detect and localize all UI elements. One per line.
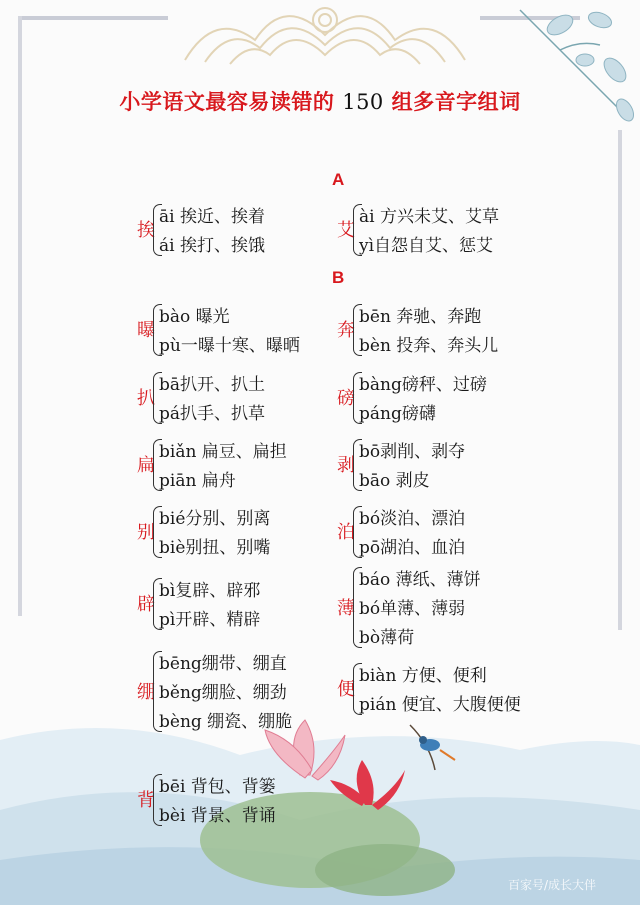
entry-char: 泊 bbox=[337, 522, 355, 543]
entry-char: 剥 bbox=[337, 455, 355, 476]
entry-char: 挨 bbox=[137, 220, 155, 241]
entry-char: 曝 bbox=[137, 320, 155, 341]
pronunciation-line: bèn 投奔、奔头儿 bbox=[359, 336, 499, 356]
pronunciation-line: biàn 方便、便利 bbox=[359, 666, 487, 686]
pronunciation-line: bēi 背包、背篓 bbox=[159, 777, 276, 797]
entry-char: 别 bbox=[137, 522, 155, 543]
pronunciation-line: pō湖泊、血泊 bbox=[359, 538, 466, 558]
pronunciation-line: piān 扁舟 bbox=[159, 471, 236, 491]
entry-char: 背 bbox=[137, 790, 155, 811]
pronunciation-line: bó淡泊、漂泊 bbox=[359, 509, 466, 529]
entry-char: 绷 bbox=[137, 681, 155, 703]
pronunciation-line: bò薄荷 bbox=[359, 628, 415, 648]
pronunciation-line: bèng 绷瓷、绷脆 bbox=[159, 712, 293, 732]
cloud-pattern-decoration bbox=[175, 0, 475, 70]
entry-char: 奔 bbox=[337, 320, 355, 341]
pronunciation-line: bié分别、别离 bbox=[159, 509, 271, 529]
pronunciation-line: bēn 奔驰、奔跑 bbox=[359, 307, 482, 327]
flower-decoration bbox=[500, 0, 640, 140]
entry-char: 辟 bbox=[137, 594, 155, 615]
entry-char: 扒 bbox=[137, 388, 155, 409]
title-number: 150 bbox=[342, 90, 384, 114]
landscape-lotus-decoration bbox=[0, 700, 640, 905]
page-title bbox=[0, 86, 640, 116]
pronunciation-line: pù一曝十寒、曝晒 bbox=[159, 336, 300, 356]
pronunciation-line: bā扒开、扒土 bbox=[159, 375, 266, 395]
title-text: 小学语文最容易读错的 bbox=[119, 90, 335, 114]
pronunciation-line: bèi 背景、背诵 bbox=[159, 806, 276, 826]
entry-char: 磅 bbox=[337, 388, 355, 409]
pronunciation-line: bāo 剥皮 bbox=[359, 471, 430, 491]
pronunciation-line: páng磅礴 bbox=[359, 404, 436, 424]
pronunciation-line: pián 便宜、大腹便便 bbox=[359, 695, 521, 715]
watermark: 百家号/成长大伴 bbox=[508, 878, 597, 892]
title-suffix: 组多音字组词 bbox=[391, 90, 521, 114]
pronunciation-line: ái 挨打、挨饿 bbox=[159, 236, 265, 256]
entry-char: 艾 bbox=[337, 220, 355, 241]
pronunciation-line: běng绷脸、绷劲 bbox=[159, 683, 287, 703]
pronunciation-line: yì自怨自艾、惩艾 bbox=[359, 236, 494, 256]
pronunciation-line: bó单薄、薄弱 bbox=[359, 599, 466, 619]
pronunciation-line: bào 曝光 bbox=[159, 307, 230, 327]
pronunciation-line: bēng绷带、绷直 bbox=[159, 654, 287, 674]
entry-char: 便 bbox=[337, 679, 355, 700]
pronunciation-line: pá扒手、扒草 bbox=[159, 404, 266, 424]
pronunciation-line: báo 薄纸、薄饼 bbox=[359, 570, 481, 590]
pronunciation-line: bō剥削、剥夺 bbox=[359, 442, 466, 462]
entry-char: 薄 bbox=[337, 597, 355, 619]
entry-char: 扁 bbox=[137, 455, 155, 476]
pronunciation-line: bàng磅秤、过磅 bbox=[359, 375, 487, 395]
pronunciation-line: āi 挨近、挨着 bbox=[159, 207, 265, 227]
pronunciation-line: ài 方兴未艾、艾草 bbox=[359, 207, 499, 227]
section-letter-a: A bbox=[332, 170, 345, 189]
frame-line-right bbox=[618, 130, 622, 630]
pronunciation-line: bì复辟、辟邪 bbox=[159, 581, 261, 601]
frame-line-top-left bbox=[18, 16, 168, 20]
pronunciation-line: biǎn 扁豆、扁担 bbox=[159, 442, 287, 462]
pronunciation-line: pì开辟、精辟 bbox=[159, 610, 261, 630]
section-letter-b: B bbox=[332, 268, 345, 287]
pronunciation-line: biè别扭、别嘴 bbox=[159, 538, 271, 558]
